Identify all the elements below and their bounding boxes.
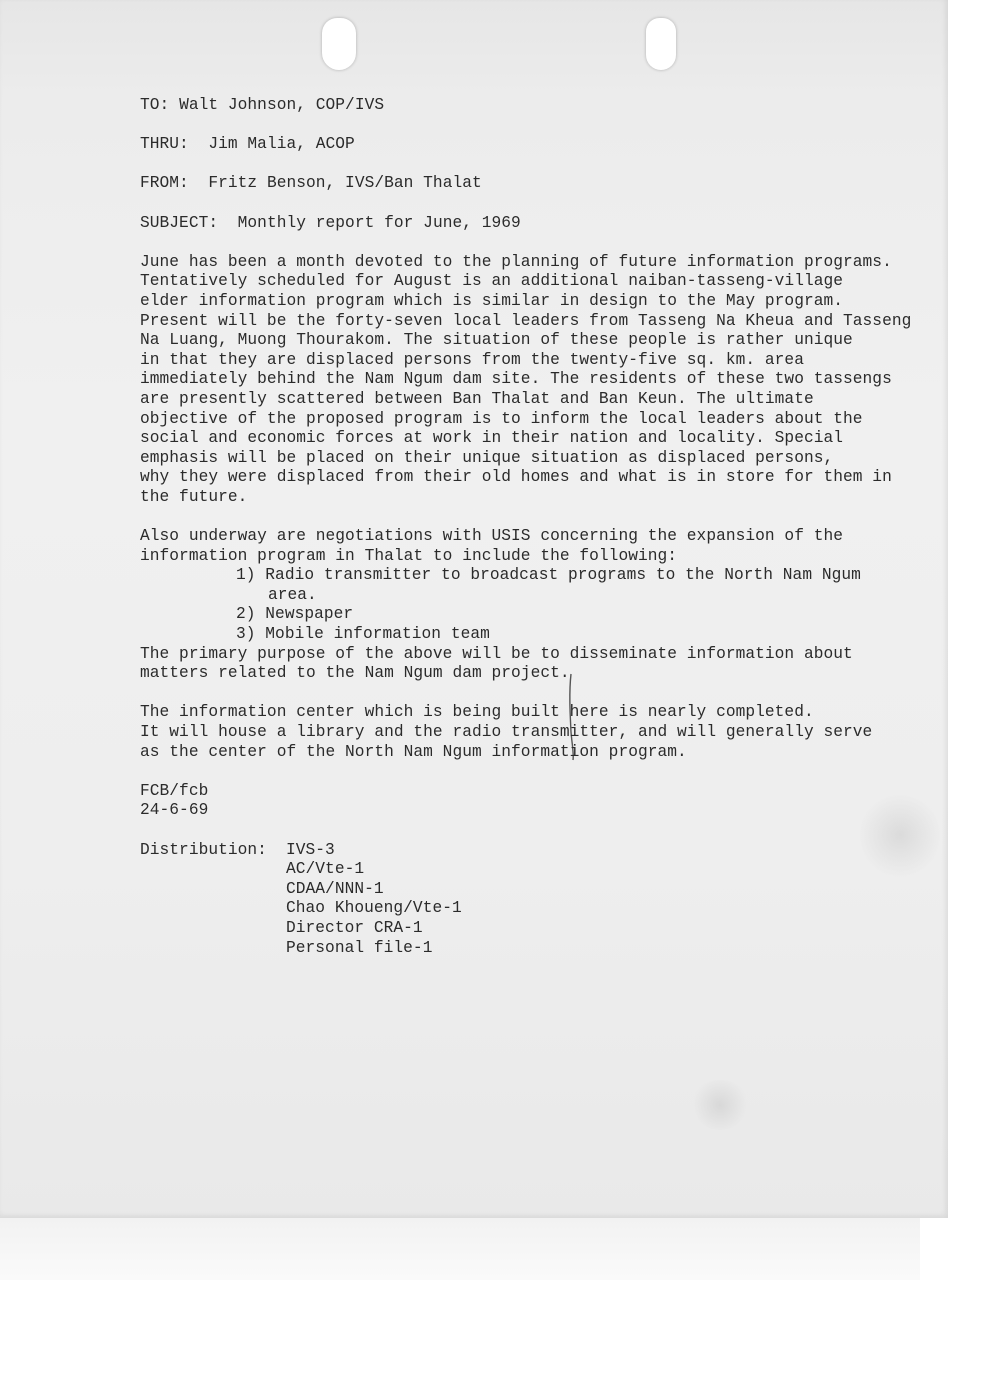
distribution-list	[286, 841, 462, 959]
paper-lower-edge	[0, 1218, 920, 1280]
punch-hole-left	[322, 18, 356, 70]
distribution-entry: Director CRA-1	[286, 918, 423, 937]
subject-line: SUBJECT: Monthly report for June, 1969	[140, 213, 521, 232]
list-item-continuation: area.	[268, 585, 317, 604]
list-item: 2) Newspaper	[236, 605, 354, 624]
to-line: TO: Walt Johnson, COP/IVS	[140, 96, 385, 114]
memo-date: 24-6-69	[140, 801, 209, 820]
smudge-mark	[690, 1080, 750, 1130]
distribution-entry: Personal file-1	[286, 938, 433, 957]
distribution-block	[140, 841, 930, 959]
distribution-entry: Chao Khoueng/Vte-1	[286, 899, 462, 918]
initials: FCB/fcb	[140, 781, 209, 800]
distribution-label: Distribution:	[140, 840, 267, 859]
reference-initials	[140, 782, 930, 821]
memo	[140, 96, 930, 958]
distribution-entry: AC/Vte-1	[286, 860, 365, 879]
distribution-entry: IVS-3	[286, 840, 335, 859]
punch-hole-right	[646, 18, 676, 70]
thru-line: THRU: Jim Malia, ACOP	[140, 135, 355, 154]
paragraph-information-center: The information center which is being built here is nearly completed. It will house a library and the radio transmitter, and will generally serve as the center of the North Nam Ngum information program.	[140, 703, 873, 761]
paragraph-usis-negotiations: Also underway are negotiations with USIS concerning the expansion of the information program in Thalat to include the following: 1) Radio transmitter to broadcast programs to the North Nam Ngum area. 2) Newspaper 3) Mobile information team The primary purpose of the above will be to disseminate information about matters related to the Nam Ngum dam project.	[140, 527, 930, 684]
list-item: 3) Mobile information team	[236, 625, 490, 644]
from-line: FROM: Fritz Benson, IVS/Ban Thalat	[140, 174, 482, 193]
distribution-entry: CDAA/NNN-1	[286, 879, 384, 898]
list-item: 1) Radio transmitter to broadcast programs to the North Nam Ngum	[236, 566, 861, 585]
paragraph-planning: June has been a month devoted to the planning of future information programs. Tentatively scheduled for August is an additional naiban-tasseng-village elder information program which is similar in design to the May program. Present will be the forty-seven local leaders from Tasseng Na Kheua and Tasseng Na Luang, Muong Thourakom. The situation of these people is rather unique in that they are displaced persons from the twenty-five sq. km. area immediately behind the Nam Ngum dam site. The residents of these two tassengs are presently scattered between Ban Thalat and Ban Keun. The ultimate objective of the proposed program is to inform the local leaders about the social and economic forces at work in their nation and locality. Special emphasis will be placed on their unique situation as displaced persons, why they were displaced from their old homes and what is in store for them in the future.	[140, 252, 912, 506]
